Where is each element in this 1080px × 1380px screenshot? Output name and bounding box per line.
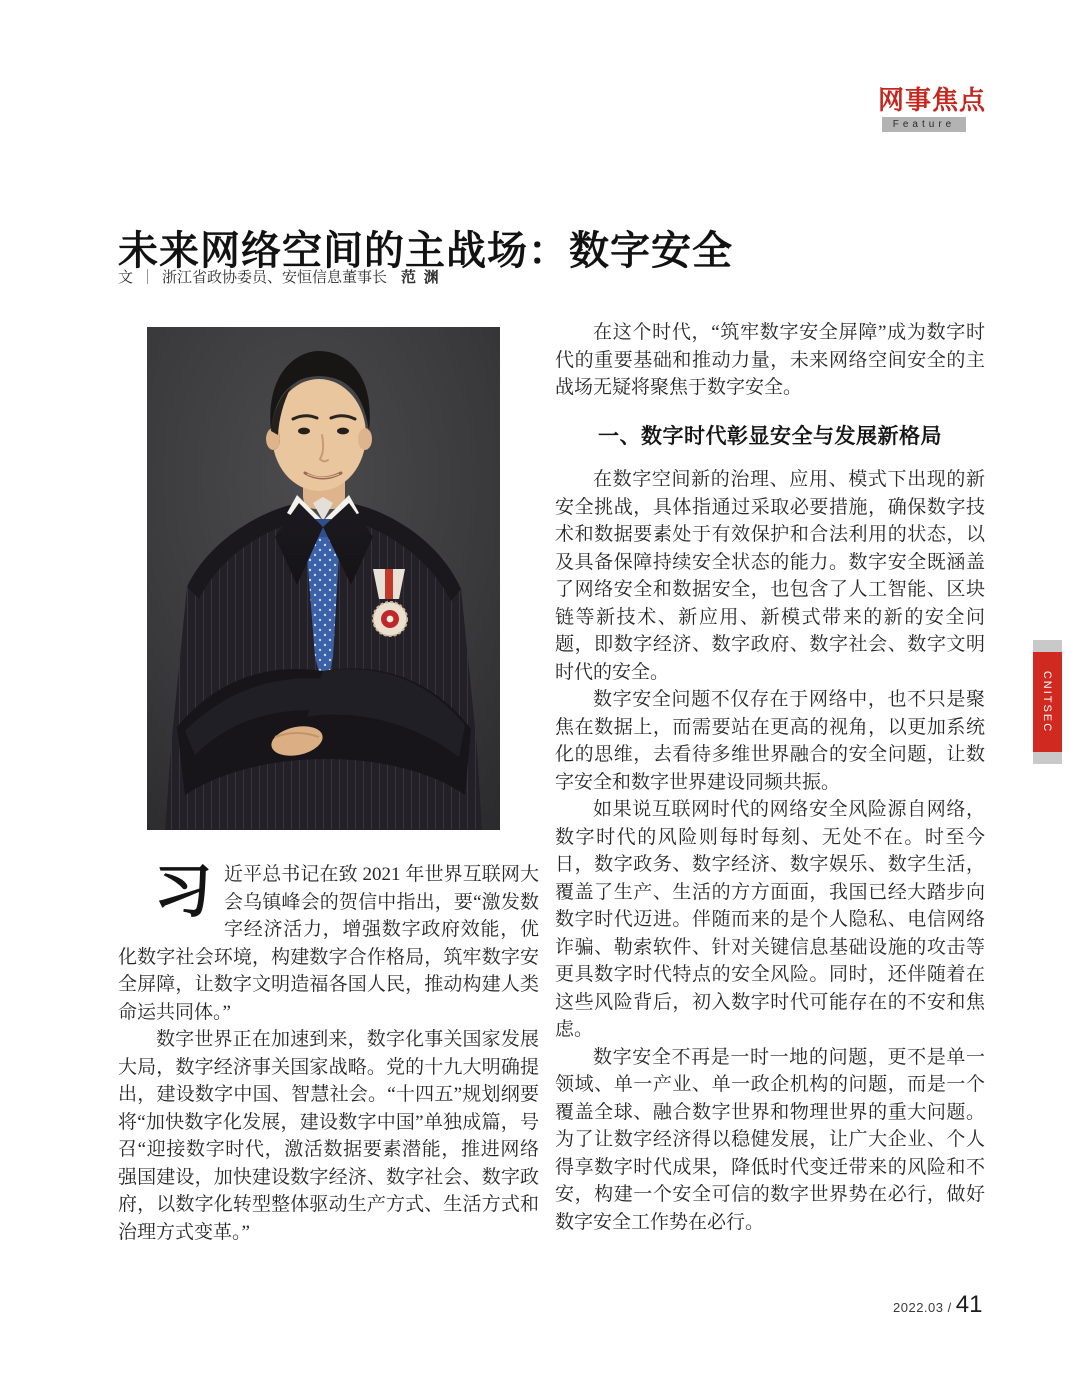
paragraph-xi-quote [118,861,539,1026]
paragraph-intro: 在这个时代，“筑牢数字安全屏障”成为数字时代的重要基础和推动力量，未来网络空间安全的主战场无疑将聚焦于数字安全。 [555,322,985,398]
paragraph-digital-risks: 如果说互联网时代的网络安全风险源自网络，数字时代的风险则每时每刻、无处不在。时至今日，数字政务、数字经济、数字娱乐、数字生活，覆盖了生产、生活的方方面面，我国已经大踏步向数字时代迈进。伴随而来的是个人隐私、电信网络诈骗、勒索软件、针对关键信息基础设施的攻击等更具数字时代特点的安全风险。同时，还伴随着在这些风险背后，初入数字时代可能存在的不安和焦虑。 [555,799,985,1040]
byline-separator: ｜ [140,270,156,286]
section-tag [878,85,987,132]
paragraph-global-issue: 数字安全不再是一时一地的问题，更不是单一领域、单一产业、单一政企机构的问题，而是一个覆盖全球、融合数字世界和物理世界的重大问题。为了让数字经济得以稳健发展，让广大企业、个人得享数字时代成果，降低时代变迁带来的风险和不安，构建一个安全可信的数字世界势在必行，做好数字安全工作势在必行。 [555,1046,985,1233]
issue-date: 2022.03 / [893,1300,952,1315]
right-column [555,319,985,1236]
byline-organization: 浙江省政协委员、安恒信息董事长 [162,270,388,286]
side-tab-label: CNITSEC [1041,670,1054,734]
byline-author: 范 渊 [401,270,441,286]
section-tag-subtitle: Feature [882,117,966,132]
paragraph-xi-quote-text: 近平总书记在致 2021 年世界互联网大会乌镇峰会的贺信中指出，要“激发数字经济活力，增强数字政府效能，优化数字社会环境，构建数字合作格局，筑牢数字安全屏障，让数字文明造福各国人民，推动构建人类命运共同体。” [118,864,539,1023]
side-tab-gray-bar-top [1033,640,1062,652]
byline-label: 文 [118,270,134,286]
page-title: 未来网络空间的主战场：数字安全 [118,228,733,273]
dropcap-character: 习 [154,859,213,924]
side-tab-red-block [1033,652,1062,752]
page-number: 41 [955,1291,983,1318]
byline [118,266,441,287]
side-tab-gray-bar-bottom [1033,752,1062,764]
page-folio [893,1291,982,1319]
section-tag-title: 网事焦点 [878,85,987,115]
paragraph-new-challenges: 在数字空间新的治理、应用、模式下出现的新安全挑战，具体指通过采取必要措施，确保数字技术和数据要素处于有效保护和合法利用的状态，以及具备保障持续安全状态的能力。数字安全既涵盖了网络安全和数据安全，也包含了人工智能、区块链等新技术、新应用、新模式带来的新的安全问题，即数字经济、数字政府、数字社会、数字文明时代的安全。 [555,469,985,683]
left-column [118,861,539,1246]
author-portrait-photo [147,327,500,830]
portrait-illustration [147,327,500,830]
paragraph-digital-world: 数字世界正在加速到来，数字化事关国家发展大局，数字经济事关国家战略。党的十九大明确提出，建设数字中国、智慧社会。“十四五”规划纲要将“加快数字化发展，建设数字中国”单独成篇，号召“迎接数字时代，激活数据要素潜能，推进网络强国建设，加快建设数字经济、数字社会、数字政府，以数字化转型整体驱动生产方式、生活方式和治理方式变革。” [118,1029,539,1243]
paragraph-systemic-view: 数字安全问题不仅存在于网络中，也不只是聚焦在数据上，而需要站在更高的视角，以更加系统化的思维，去看待多维世界融合的安全问题，让数字安全和数字世界建设同频共振。 [555,689,985,793]
section-heading-1: 一、数字时代彰显安全与发展新格局 [598,424,942,448]
side-tab [1033,640,1062,764]
